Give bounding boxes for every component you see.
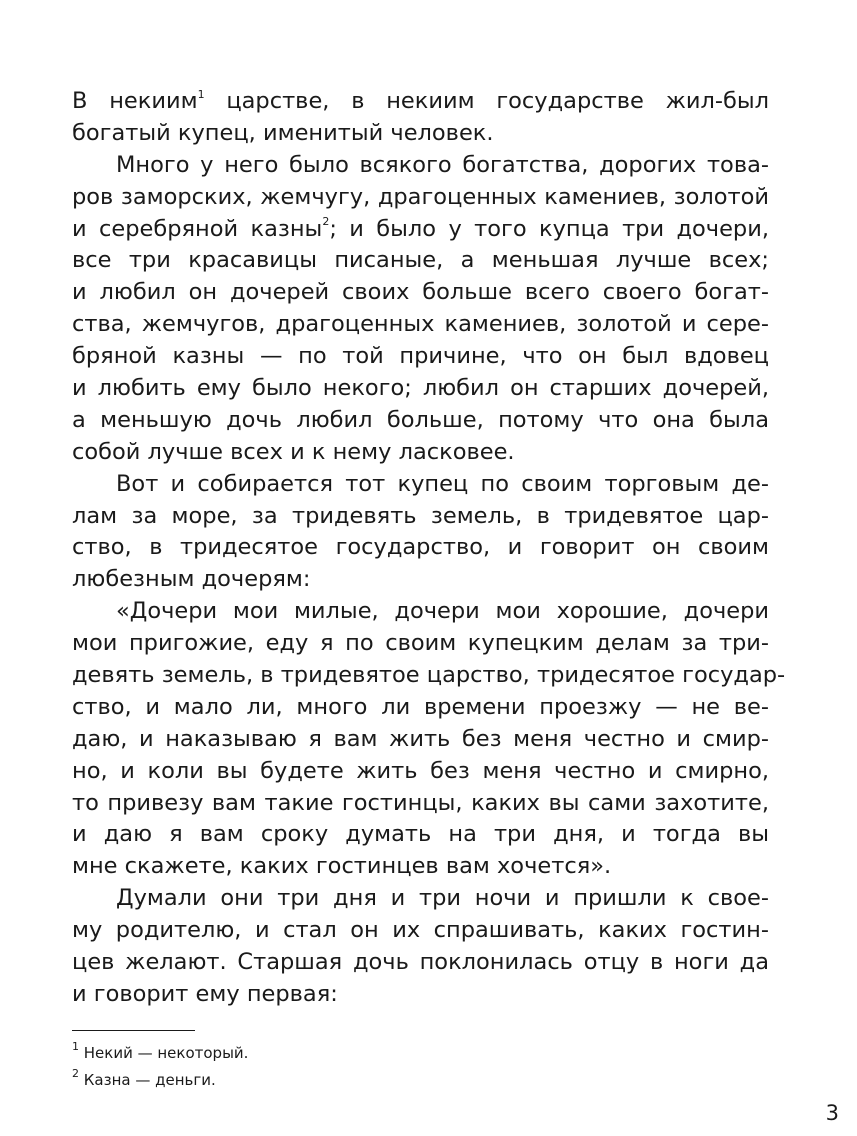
- text-line: Много у него было всякого богатства, дорогих това-: [116, 151, 769, 178]
- story-text: [72, 86, 786, 1011]
- text-line: ство, в тридесятое государство, и говорит он своим: [72, 534, 769, 561]
- text-line: Вот и собирается тот купец по своим торговым де-: [116, 470, 769, 497]
- footnotes: [72, 1040, 248, 1094]
- text-line: богатый купец, именитый человек.: [72, 119, 494, 146]
- text-line: а меньшую дочь любил больше, потому что она была: [72, 406, 769, 433]
- footnote-ref-1: 1: [197, 87, 205, 101]
- text-line: и серебряной казны$^2$; и было у того купца три дочери,: [72, 215, 769, 242]
- text-line: цев желают. Старшая дочь поклонилась отцу в ноги да: [72, 949, 769, 976]
- text-line: ства, жемчугов, драгоценных камениев, золотой и сере-: [72, 311, 769, 338]
- footnote-1: $^1$ Некий — некоторый.: [72, 1040, 249, 1062]
- text-line: но, и коли вы будете жить без меня честно и смирно,: [72, 757, 769, 784]
- text-line: собой лучше всех и к нему ласковее.: [72, 438, 515, 465]
- footnote-2: $^2$ Казна — деньги.: [72, 1067, 216, 1089]
- text-line: то привезу вам такие гостинцы, каких вы сами захотите,: [72, 789, 769, 816]
- text-line: и любил он дочерей своих больше всего своего богат-: [72, 279, 769, 306]
- text-line: ство, и мало ли, много ли времени проезжу — не ве-: [72, 693, 769, 720]
- text-line: даю, и наказываю я вам жить без меня честно и смир-: [72, 725, 769, 752]
- text-line: «Дочери мои милые, дочери мои хорошие, дочери: [116, 598, 769, 625]
- text-line: лам за море, за тридевять земель, в тридевятое цар-: [72, 502, 769, 529]
- text-line: му родителю, и стал он их спрашивать, каких гостин-: [72, 917, 769, 944]
- page-number: 3: [825, 1101, 839, 1125]
- text-line: девять земель, в тридевятое царство, тридесятое государ-: [72, 662, 786, 689]
- text-line: и любить ему было некого; любил он старших дочерей,: [72, 375, 769, 402]
- text-line: бряной казны — по той причине, что он был вдовец: [72, 343, 769, 370]
- footnote-divider: [72, 1030, 195, 1031]
- text-line: и даю я вам сроку думать на три дня, и тогда вы: [72, 821, 769, 848]
- text-line: Думали они три дня и три ночи и пришли к свое-: [116, 885, 769, 912]
- text-line: любезным дочерям:: [72, 566, 311, 593]
- text-line: мои пригожие, еду я по своим купецким делам за три-: [72, 630, 769, 657]
- text-line: все три красавицы писаные, а меньшая лучше всех;: [72, 247, 769, 274]
- text-line: ров заморских, жемчугу, драгоценных камениев, золотой: [72, 183, 769, 210]
- text-line: и говорит ему первая:: [72, 980, 338, 1007]
- text-line: В некиим$^1$ царстве, в некиим государстве жил-был: [72, 87, 769, 114]
- text-line: мне скажете, каких гостинцев вам хочется».: [72, 853, 612, 880]
- footnote-ref-2: 2: [322, 215, 330, 229]
